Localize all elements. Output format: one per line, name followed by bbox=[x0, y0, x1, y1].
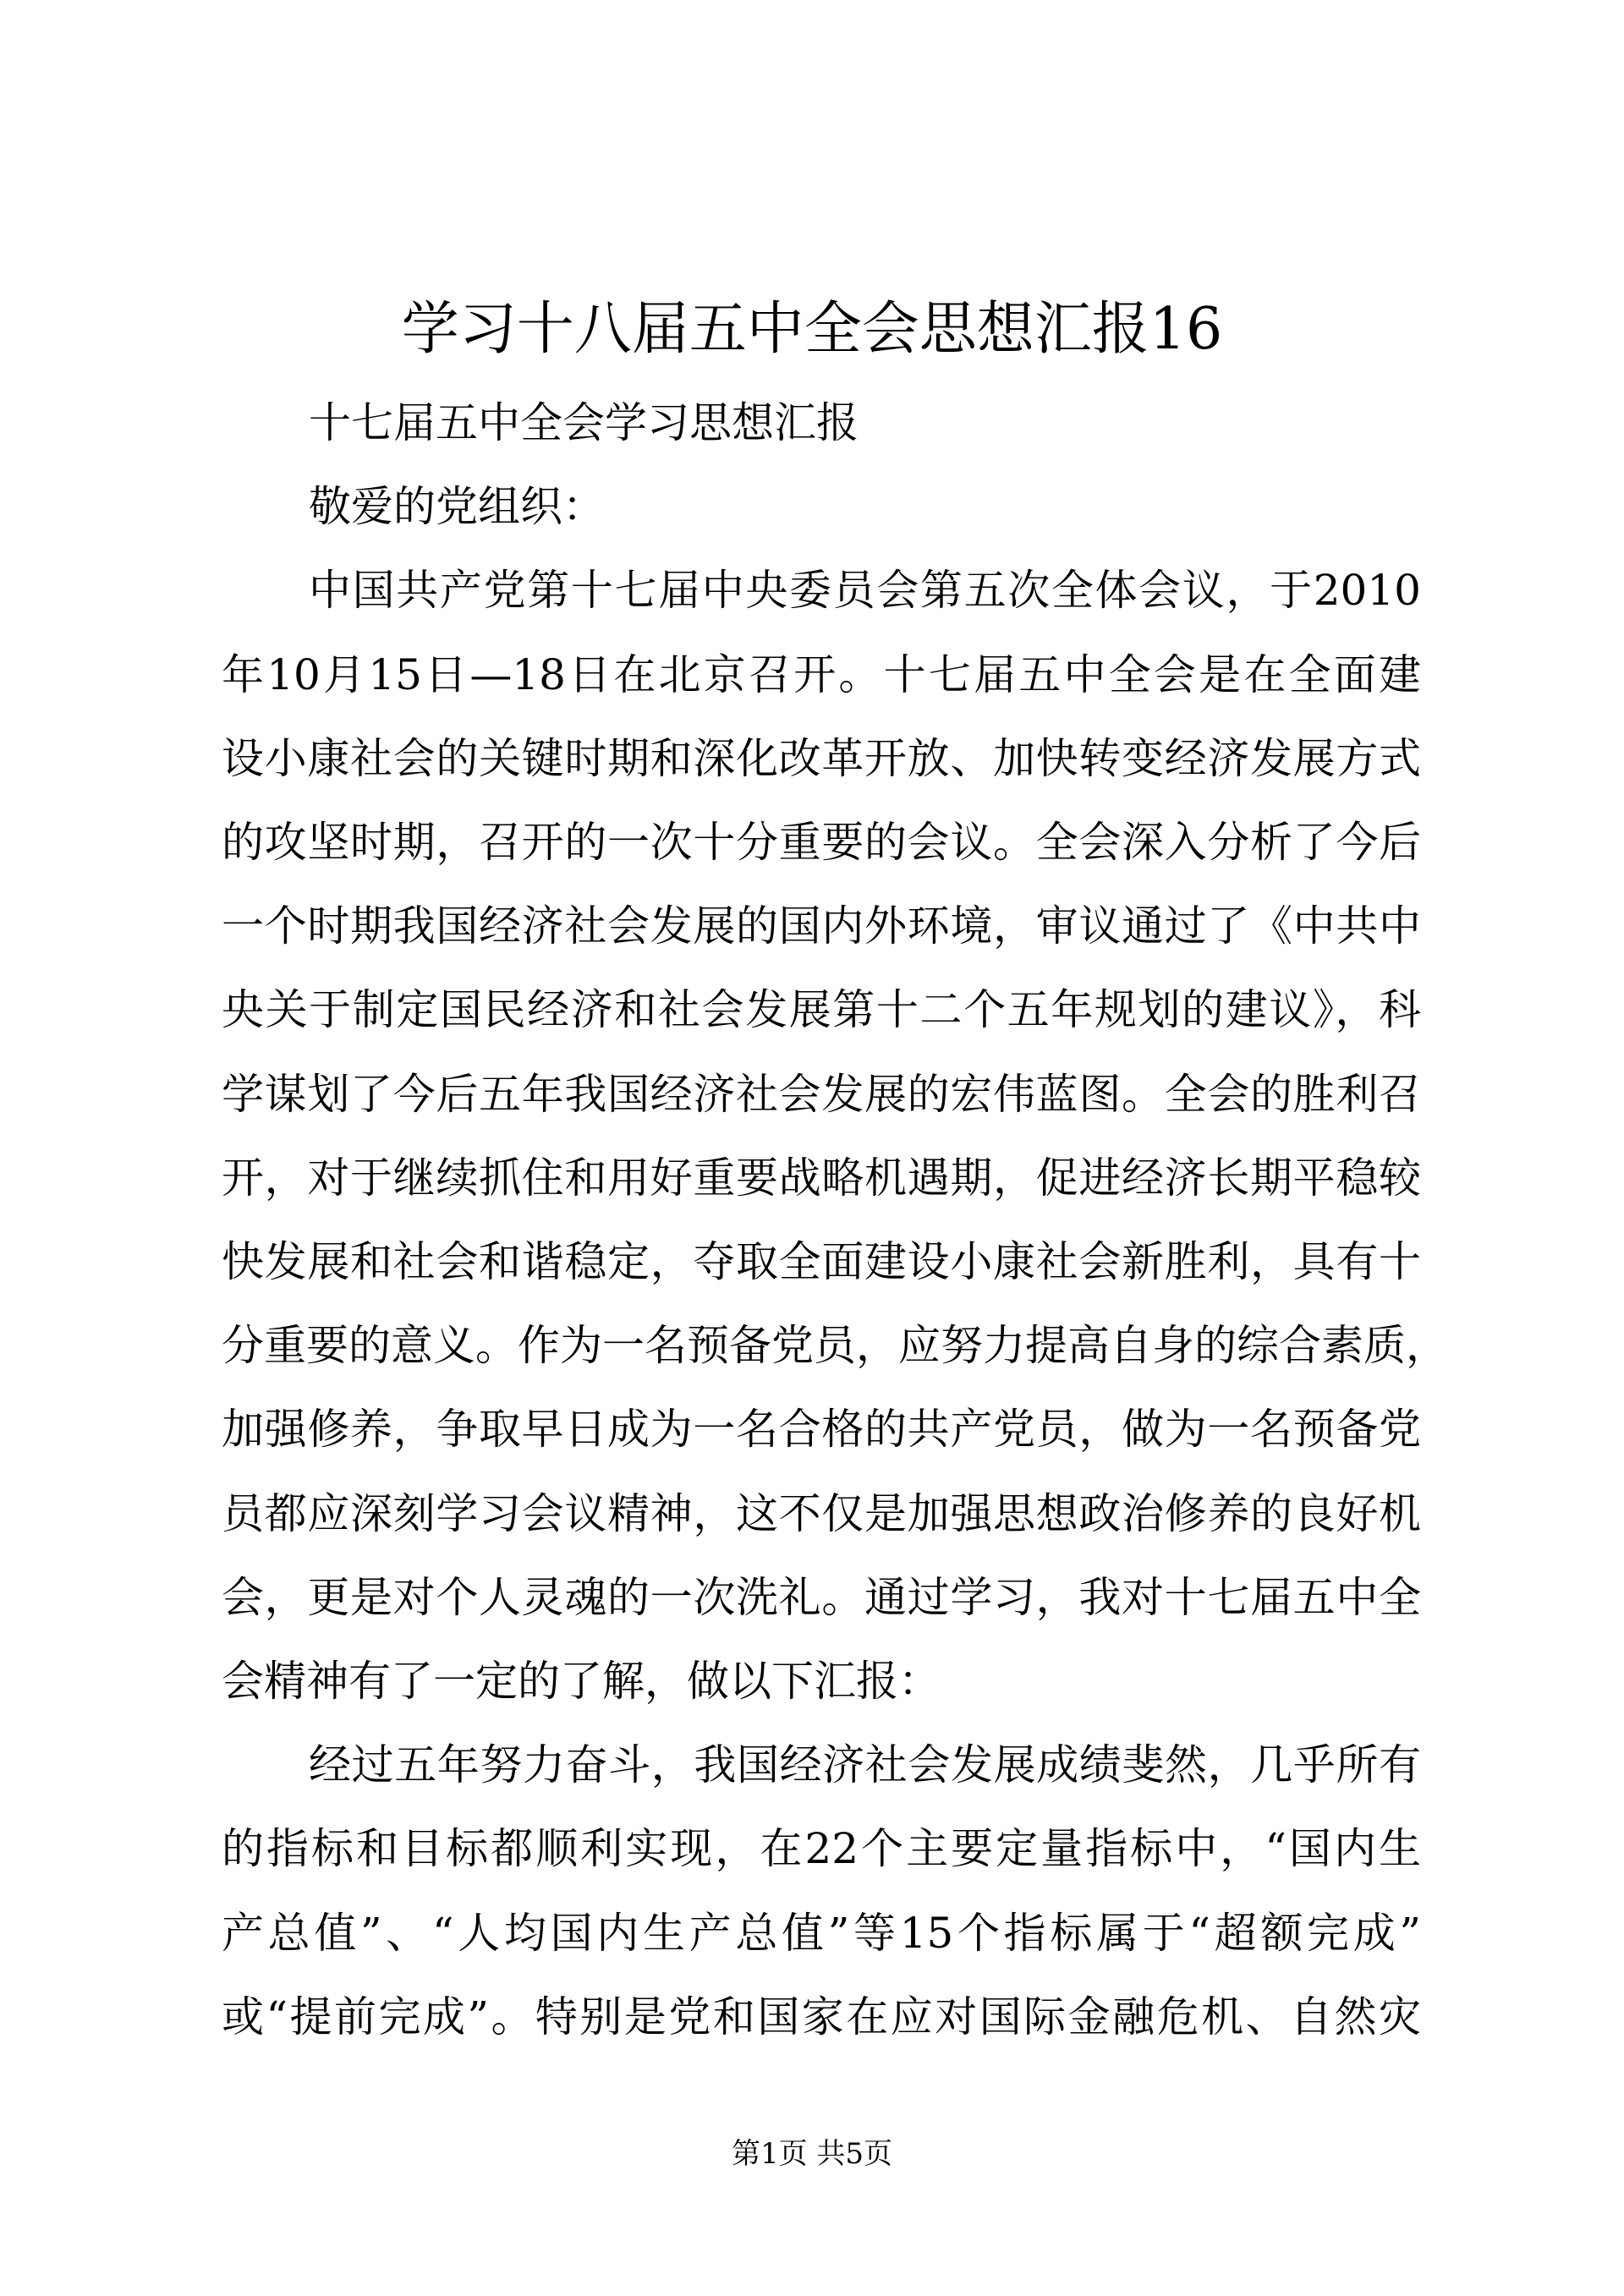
text-line: 的攻坚时期，召开的一次十分重要的会议。全会深入分析了今后 bbox=[222, 818, 1421, 867]
text-line: 或“提前完成”。特别是党和国家在应对国际金融危机、自然灾 bbox=[222, 1992, 1421, 2041]
text-line: 设小康社会的关键时期和深化改革开放、加快转变经济发展方式 bbox=[222, 733, 1421, 783]
text-line: 学谋划了今后五年我国经济社会发展的宏伟蓝图。全会的胜利召 bbox=[222, 1069, 1421, 1119]
text-line: 经过五年努力奋斗，我国经济社会发展成绩斐然，几乎所有 bbox=[309, 1740, 1421, 1790]
text-line: 开，对于继续抓住和用好重要战略机遇期，促进经济长期平稳较 bbox=[222, 1153, 1421, 1203]
text-line: 敬爱的党组织： bbox=[309, 482, 605, 532]
document-title: 学习十八届五中全会思想汇报16 bbox=[401, 296, 1223, 363]
text-line: 快发展和社会和谐稳定，夺取全面建设小康社会新胜利，具有十 bbox=[222, 1237, 1421, 1286]
text-line: 十七届五中全会学习思想汇报 bbox=[309, 398, 859, 447]
text-line: 的指标和目标都顺利实现，在22个主要定量指标中，“国内生 bbox=[222, 1824, 1421, 1874]
text-line: 央关于制定国民经济和社会发展第十二个五年规划的建议》，科 bbox=[222, 985, 1421, 1035]
text-line: 年10月15日—18日在北京召开。十七届五中全会是在全面建 bbox=[222, 649, 1421, 699]
page-footer: 第1页 共5页 bbox=[731, 2137, 893, 2171]
text-line: 员都应深刻学习会议精神，这不仅是加强思想政治修养的良好机 bbox=[222, 1488, 1421, 1538]
text-line: 分重要的意义。作为一名预备党员，应努力提高自身的综合素质， bbox=[222, 1321, 1448, 1371]
text-line: 加强修养，争取早日成为一名合格的共产党员，做为一名预备党 bbox=[222, 1405, 1421, 1455]
text-line: 一个时期我国经济社会发展的国内外环境，审议通过了《中共中 bbox=[222, 901, 1421, 951]
text-line: 会精神有了一定的了解，做以下汇报： bbox=[222, 1657, 941, 1706]
text-line: 会，更是对个人灵魂的一次洗礼。通过学习，我对十七届五中全 bbox=[222, 1572, 1421, 1622]
text-line: 中国共产党第十七届中央委员会第五次全体会议，于2010 bbox=[309, 566, 1421, 616]
text-line: 产总值”、“人均国内生产总值”等15个指标属于“超额完成” bbox=[222, 1908, 1421, 1958]
